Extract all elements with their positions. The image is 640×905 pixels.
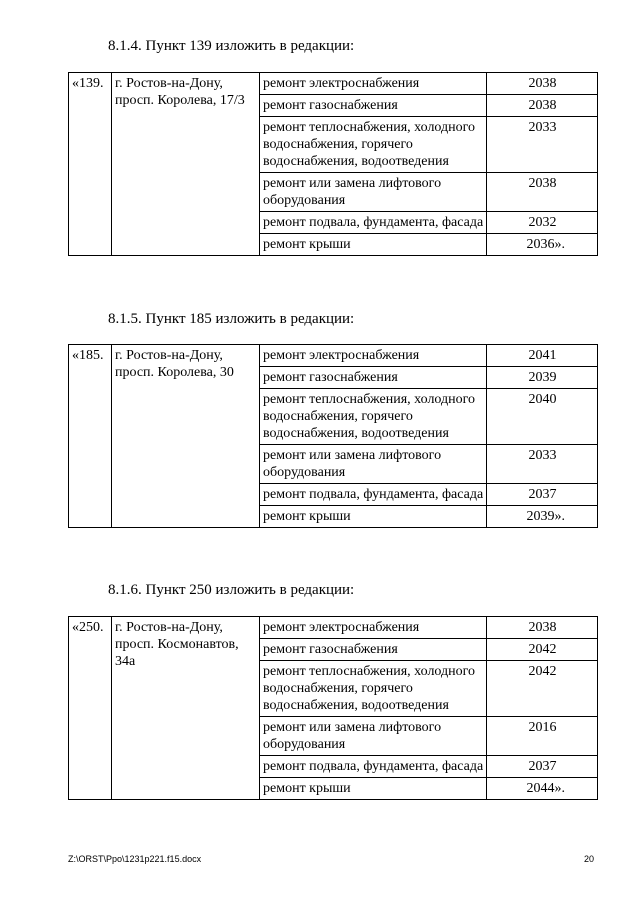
work-type: ремонт электроснабжения: [260, 617, 487, 639]
work-year: 2038: [487, 95, 598, 117]
work-type: ремонт теплоснабжения, холодного водоснабжения, горячего водоснабжения, водоотведения: [260, 661, 487, 717]
work-type: ремонт крыши: [260, 506, 487, 528]
work-year: 2039: [487, 367, 598, 389]
work-type: ремонт газоснабжения: [260, 367, 487, 389]
work-type: ремонт теплоснабжения, холодного водоснабжения, горячего водоснабжения, водоотведения: [260, 117, 487, 173]
work-year: 2037: [487, 756, 598, 778]
work-type: ремонт подвала, фундамента, фасада: [260, 756, 487, 778]
work-year: 2039».: [487, 506, 598, 528]
amendment-table: [68, 616, 598, 800]
amendment-table: [68, 72, 598, 256]
work-type: ремонт или замена лифтового оборудования: [260, 173, 487, 212]
address: г. Ростов-на-Дону, просп. Космонавтов, 34а: [112, 617, 260, 800]
work-type: ремонт или замена лифтового оборудования: [260, 445, 487, 484]
work-type: ремонт электроснабжения: [260, 73, 487, 95]
section-heading: 8.1.6. Пункт 250 изложить в редакции:: [108, 582, 355, 598]
item-number: «185.: [69, 345, 112, 528]
work-year: 2037: [487, 484, 598, 506]
work-year: 2044».: [487, 778, 598, 800]
work-type: ремонт или замена лифтового оборудования: [260, 717, 487, 756]
work-type: ремонт газоснабжения: [260, 95, 487, 117]
table-row: [69, 345, 598, 367]
work-type: ремонт подвала, фундамента, фасада: [260, 484, 487, 506]
work-year: 2032: [487, 212, 598, 234]
work-year: 2041: [487, 345, 598, 367]
work-type: ремонт электроснабжения: [260, 345, 487, 367]
item-number: «139.: [69, 73, 112, 256]
work-year: 2033: [487, 117, 598, 173]
work-year: 2033: [487, 445, 598, 484]
work-year: 2016: [487, 717, 598, 756]
page-number: 20: [584, 854, 595, 864]
table-row: [69, 617, 598, 639]
work-type: ремонт крыши: [260, 234, 487, 256]
section-heading: 8.1.5. Пункт 185 изложить в редакции:: [108, 311, 355, 327]
address: г. Ростов-на-Дону, просп. Королева, 17/3: [112, 73, 260, 256]
work-year: 2038: [487, 173, 598, 212]
section-heading: 8.1.4. Пункт 139 изложить в редакции:: [108, 38, 355, 54]
work-year: 2042: [487, 661, 598, 717]
footer-file-path: Z:\ORST\Ppo\1231p221.f15.docx: [68, 854, 202, 864]
table-row: [69, 73, 598, 95]
work-type: ремонт газоснабжения: [260, 639, 487, 661]
work-type: ремонт подвала, фундамента, фасада: [260, 212, 487, 234]
work-type: ремонт теплоснабжения, холодного водоснабжения, горячего водоснабжения, водоотведения: [260, 389, 487, 445]
work-year: 2042: [487, 639, 598, 661]
address: г. Ростов-на-Дону, просп. Королева, 30: [112, 345, 260, 528]
amendment-table: [68, 344, 598, 528]
work-type: ремонт крыши: [260, 778, 487, 800]
work-year: 2038: [487, 73, 598, 95]
work-year: 2036».: [487, 234, 598, 256]
work-year: 2040: [487, 389, 598, 445]
work-year: 2038: [487, 617, 598, 639]
item-number: «250.: [69, 617, 112, 800]
